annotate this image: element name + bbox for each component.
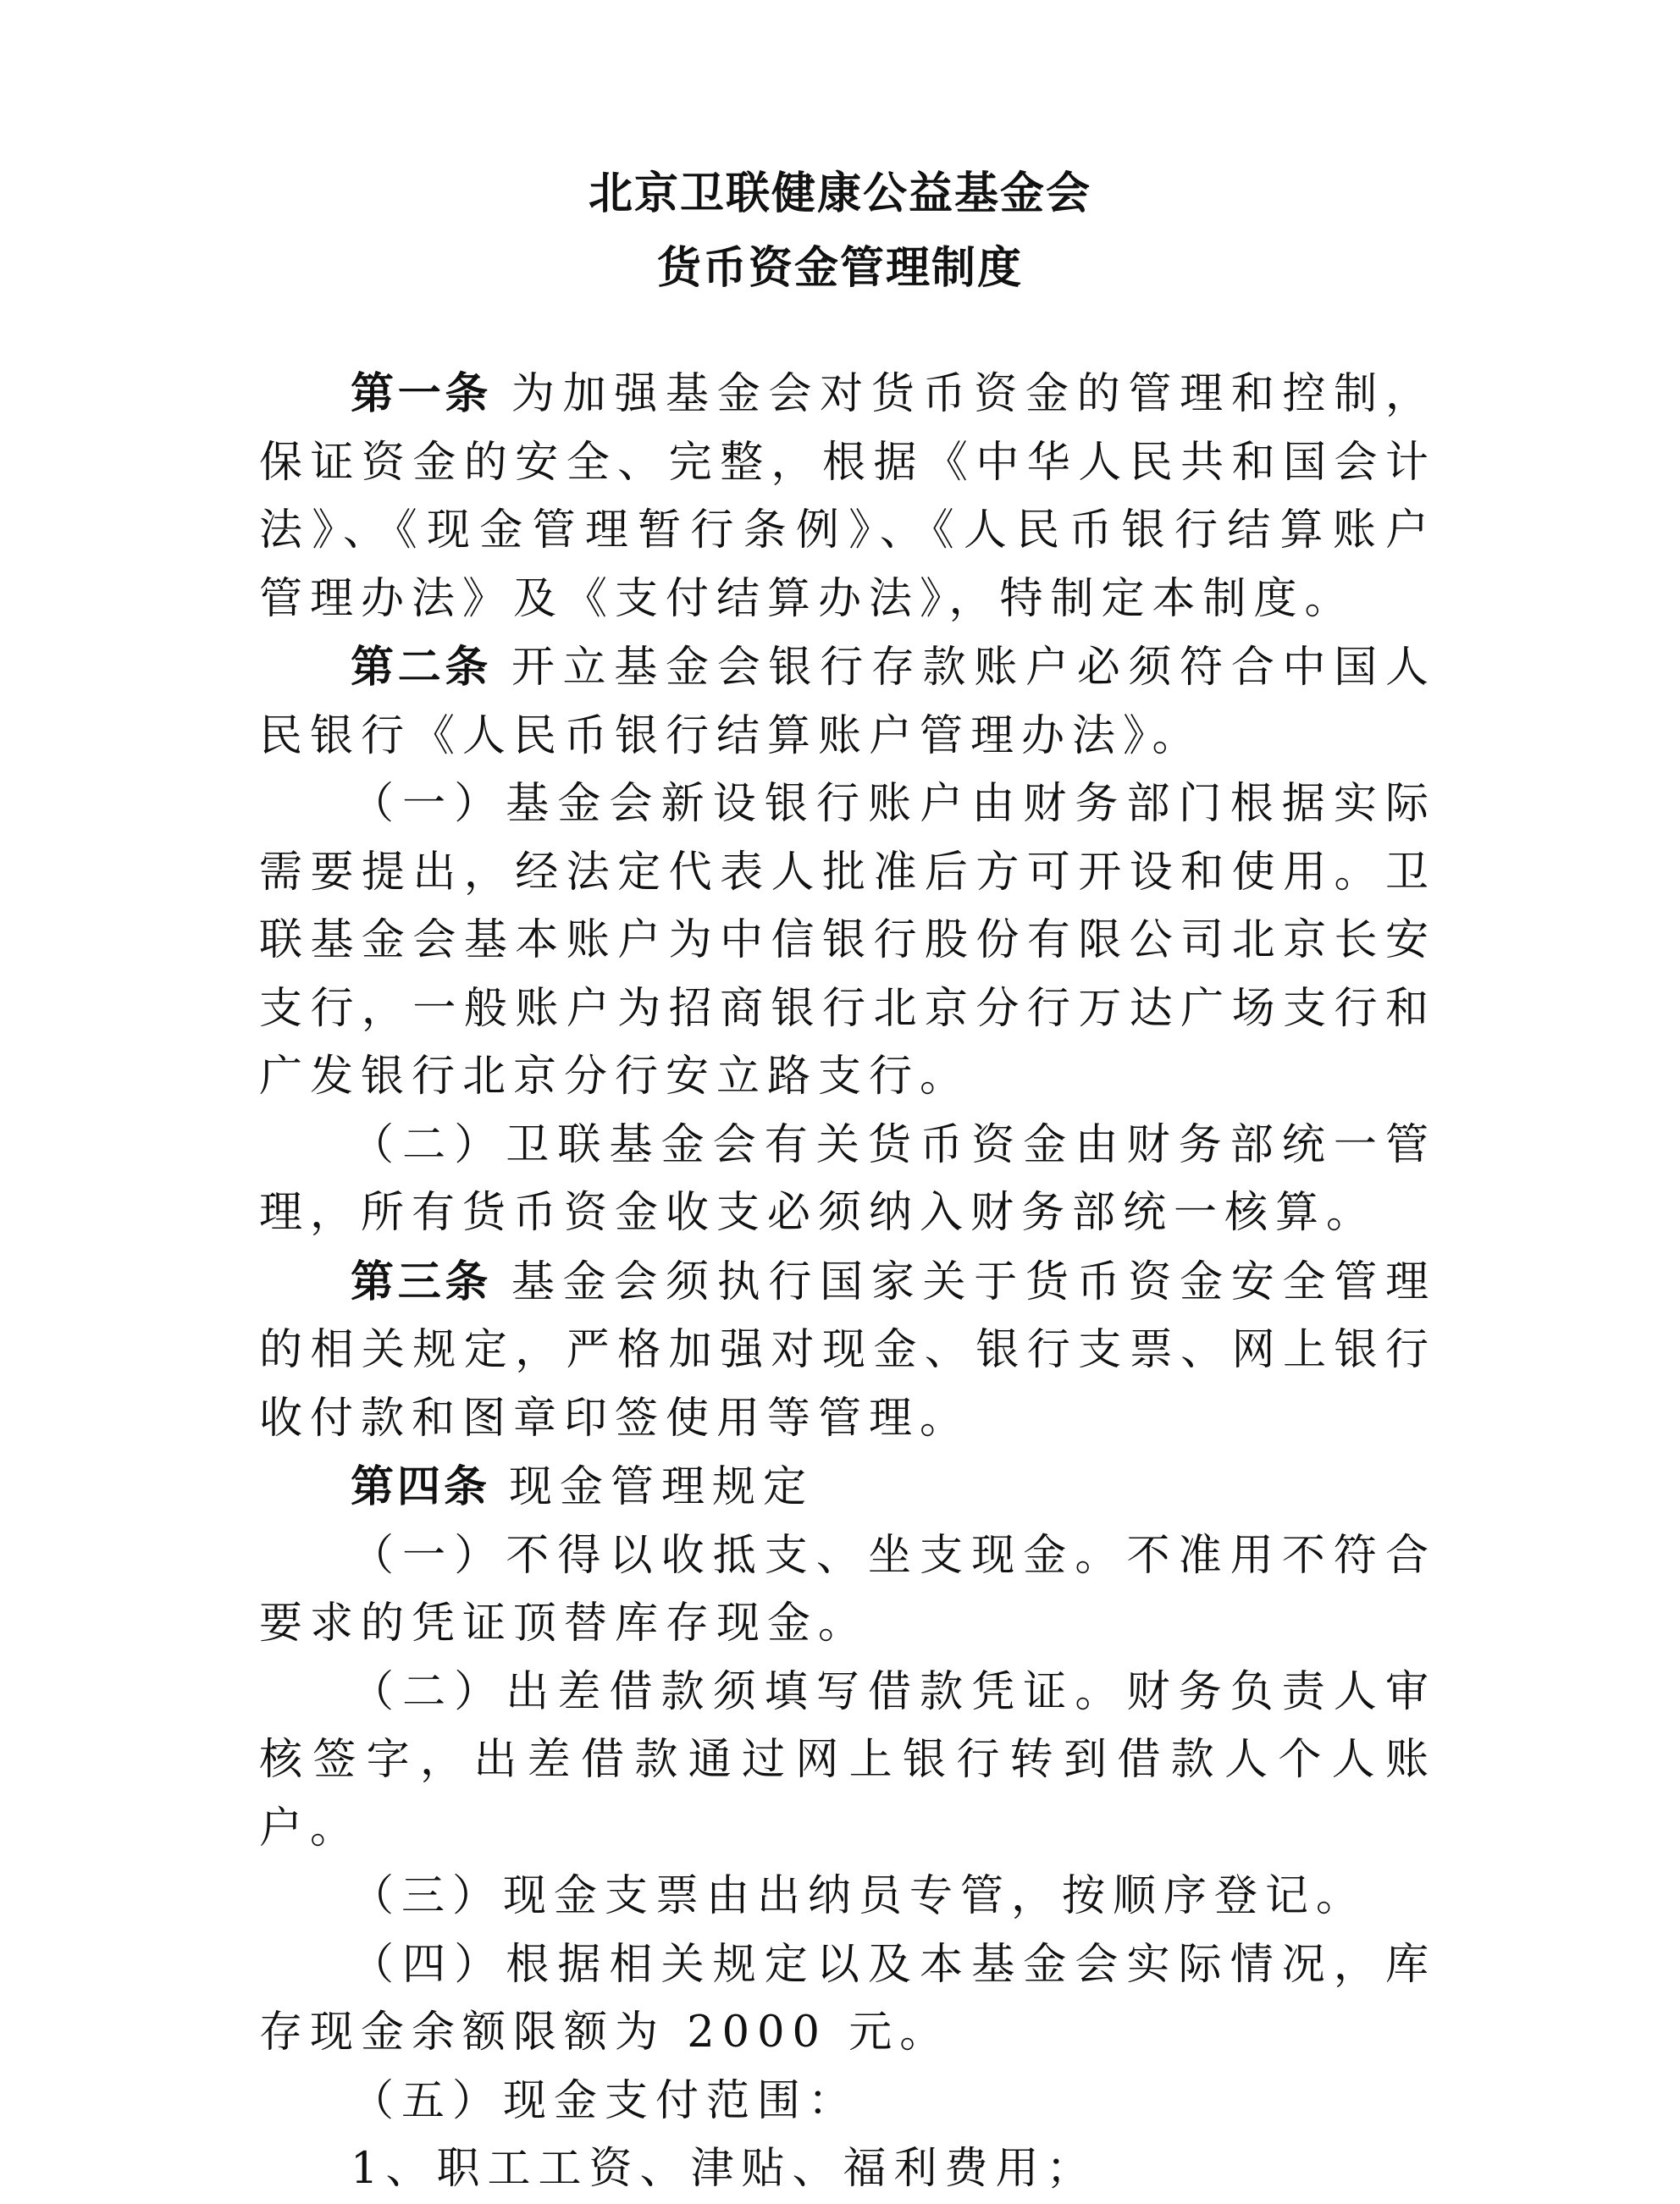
paragraph-text: （三）现金支票由出纳员专管，按顺序登记。 <box>351 1871 1368 1921</box>
article-heading: 第一条 <box>351 368 493 419</box>
article-4-item-2 <box>259 1659 1436 1864</box>
article-2 <box>259 633 1436 771</box>
article-heading: 第四条 <box>351 1461 491 1512</box>
paragraph-text: （一）基金会新设银行账户由财务部门根据实际需要提出，经法定代表人批准后方可开设和使用。卫联基金会基本账户为中信银行股份有限公司北京长安支行，一般账户为招商银行北京分行万达广场支行和广发银行北京分行安立路支行。 <box>259 779 1436 1102</box>
title-line-2: 货币资金管理制度 <box>656 242 1023 294</box>
title-line-1: 北京卫联健康公益基金会 <box>588 168 1091 219</box>
paragraph-text: （四）根据相关规定以及本基金会实际情况，库存现金余额限额为 2000 元。 <box>259 1939 1436 2058</box>
paragraph-text: 1、职工工资、津贴、福利费用； <box>351 2144 1097 2194</box>
article-2-item-2 <box>259 1112 1436 1248</box>
article-4-item-5-sub-1 <box>259 2135 1436 2204</box>
document-title <box>0 157 1680 306</box>
article-4-item-3 <box>259 1863 1436 1931</box>
paragraph-text: 基金会须执行国家关于货币资金安全管理的相关规定，严格加强对现金、银行支票、网上银行收付款和图章印签使用等管理。 <box>259 1257 1436 1444</box>
article-heading: 第二条 <box>351 642 493 693</box>
article-3 <box>259 1248 1436 1454</box>
paragraph-text: 为加强基金会对货币资金的管理和控制，保证资金的安全、完整，根据《中华人民共和国会计法》、《现金管理暂行条例》、《人民币银行结算账户管理办法》及《支付结算办法》，特制定本制度。 <box>259 369 1436 624</box>
article-heading: 第三条 <box>351 1256 493 1307</box>
paragraph-text: （五）现金支付范围： <box>351 2075 859 2126</box>
paragraph-text: （一）不得以收抵支、坐支现金。不准用不符合要求的凭证顶替库存现金。 <box>259 1530 1436 1649</box>
article-4-item-5 <box>259 2068 1436 2136</box>
article-4-item-1 <box>259 1522 1436 1659</box>
paragraph-text: （二）出差借款须填写借款凭证。财务负责人审核签字，出差借款通过网上银行转到借款人个人账户。 <box>259 1666 1436 1853</box>
article-2-item-1 <box>259 771 1436 1112</box>
paragraph-text: 开立基金会银行存款账户必须符合中国人民银行《人民币银行结算账户管理办法》。 <box>259 643 1436 761</box>
paragraph-text: 现金管理规定 <box>509 1462 815 1512</box>
article-4 <box>259 1453 1436 1522</box>
article-1 <box>259 360 1436 633</box>
paragraph-text: （二）卫联基金会有关货币资金由财务部统一管理，所有货币资金收支必须纳入财务部统一核算。 <box>259 1119 1436 1238</box>
document-body <box>259 360 1436 2204</box>
article-4-item-4 <box>259 1931 1436 2068</box>
